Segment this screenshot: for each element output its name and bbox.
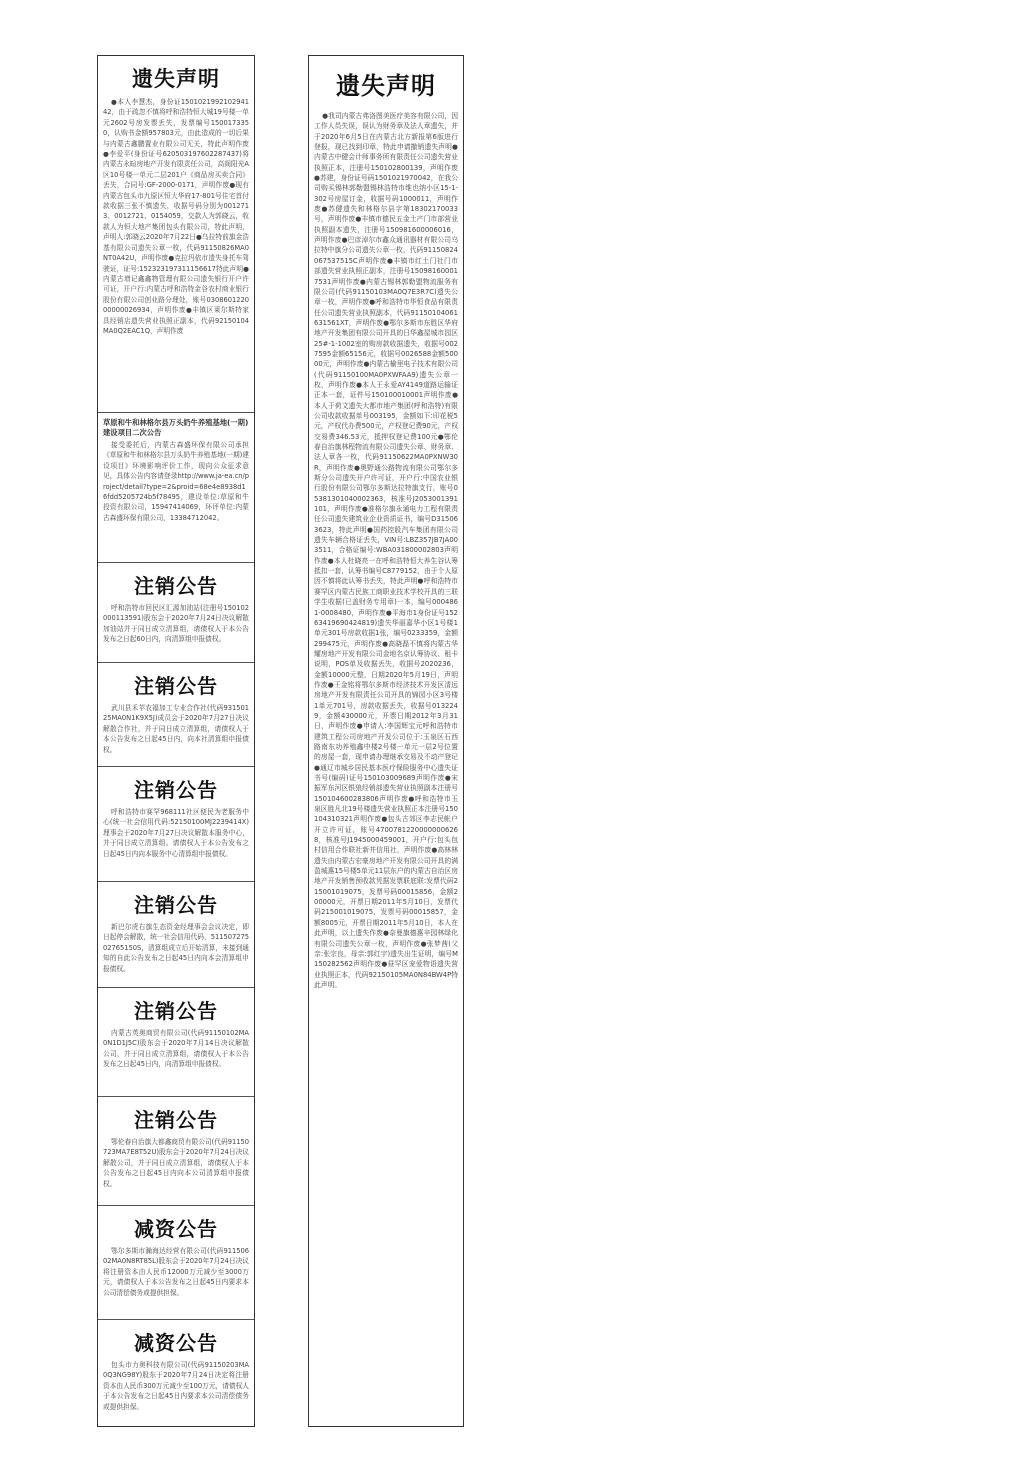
notice-title: 遗失声明	[132, 67, 220, 91]
notice-text: 鄂伦春自治旗大都鑫商贸有限公司(代码91150723MA7E8T52U)股东会于2020年7月24日决议解散公司，并于同日成立清算组，请债权人于本公告发布之日起45日内向本公司清算组申报债权。	[103, 1138, 249, 1188]
notice-text: ●我司内蒙古弗洛图美医疗美容有限公司，因工作人员失误，误认为财务章及法人章遗失，并于2020年6月5日在内蒙古北方新报第6版进行登报，现已找到印章，特此申请撤销遗失声明●内蒙古中健会计师事务所有限责任公司遗失营业执照正本，注册号150102800139，声明作废●苏建，身份证号码1501021970042，在我公司购买锡林郭勒盟锡林浩特市维也纳小区15-1-302号房屋订金，收据号码1000011，声明作废●苏健遗失和林格尔县字第18302170033号，声明作废●丰镇市德民五金土产门市部营业执照副本遗失，注册号150981600006016，声明作废●巴彦淖尔市鑫众通讯器材有限公司乌拉特中旗分公司遗失公章一枚，代码91150824067537515C声明作废●丰镇市红土门社门市部遗失营业执照正副本，注册号150981600017531声明作废●内蒙古锡林郭勒盟物流服务有限公司(代码91150103MA0Q7E3R7C)遗失公章一枚，声明作废●呼和浩特市华恒食品有限责任公司遗失营业执照副本，代码91150104061631561XT，声明作废●鄂尔多斯市东胜区华府地产开发集团有限公司开具的日华鑫屋城市园区25#-1-1002室的购房款收据遗失，收据号0027595金额65156元，收据号0026588金额50000元，声明作废●内蒙古榆里电子技术有限公司(代码91150100MA0PXWFAA9)遗失公章一枚，声明作废●本人王永爱AY4149道路运输证正本一套，证件号150100010001声明作废●本人于荷文遗失大都市地产集团(呼和浩特)有限公司收款收据单号003195，金额如下:印花税5元，产权代办费500元，产权登记费90元，产权交易费346.53元，抵押权登记费100元●鄂伦春自治旗林程物流有限公司遗失公章、财务章、法人章各一枚，代码91150622MA0PXNW30R，声明作废●奥野通公路物流有限公司鄂尔多斯分公司遗失开户许可证，开户行:中国农业银行股份有限公司鄂尔多斯达拉特旗支行，账号05381301040002363，核准号J2053001391101，声明作废●准格尔旗永通电力工程有限责任公司遗失建筑业企业资质证书，编号D315063623，特此声明●国药控股汽车集团有限公司遗失车辆合格证丢失，VIN号:LBZ357JB7JA003511，合格证编号:WBA031800002803声明作废●本人杜晓亮一在呼和浩特恒大养生谷认筹抵扣一套，认筹书编号C8779152，由于个人原因不慎将此认筹书丢失，特此声明●呼和浩特市赛罕区内蒙古民族工商职业技术学校开具的三联学生收据(已盖财务专用章)一本，编号0004861-0008480，声明作废●平海市1身份证号15263419690424819)遗失华丽嘉华小区1号楼1单元301号房款收据1张，编号0233359，金额299475元，声明作废●高晓磊不慎将内蒙古华耀房地产开发有限公司金地名京认筹协议、租卡说明，POS单及收据丢失，收据号2020236，金额10000元整，日期2020年5月19日，声明作废●王金铭将鄂尔多斯市经济技术开发区清远房地产开发有限责任公司开具的锦园小区3号楼1单元701号，房款收据丢失，收据号0132249，金额430000元，开票日期2012年3月31日，声明作废●申请人:李国辉宝元呼和浩特市建筑工程公司房地产开发公司位于:玉泉区石西路南东功养殖鑫中楼2号楼一单元一层2号位置的房屋一套，现申请办理继承交易及不动产登记●通辽市城乡居民基本医疗保险服务中心遗失证书号(编码)证号150103009689声明作废●宋振军东河区银狼经销部遗失营业执照副本注册号150104600283806声明作废●呼和浩特市玉泉区胜凡北19号楼遗失营业执照正本注册号150104310321声明作废●包头古郊区李志民帐户开立许可证，账号47007812200000006268，核准号J1945000459001，开户行:包头包村信用合作联社新井信用社，声明作废●高林林遗失由内蒙古宏豪房地产开发有限公司开具的满盈城惠15号楼5单元11层东户的内蒙古自治区房地产开发销售预收款凭据发票联底联:发票代码215001019075，发票号码00015856，金额200000元，开票日期2011年5月10日，发票代码215001019075，发票号码00015857，金额8005元，开票日期2011年5月10日，本人在此声明，以上遗失作废●奈曼旗德惠辛园林绿化有限公司遗失公章一枚，声明作废●张梦茜(父亲:张宗良，母亲:郭红宇)遗失出生证明，编号M150282562声明作废●昼罕区宠爱物语遗失营业执照正本，代码92150105MA0N84BW4P特此声明。	[314, 112, 458, 989]
notice-text: 接受委托后，内蒙古森盛环保有限公司承担《草原和牛和林格尔县万头奶牛养殖基地(一期)建设项目》环境影响评价工作，现向公众征求意见，具体公告内容请登录http://www.ja-ea.cn/project/detail?type=2&proid=68e4e8938d16fdd5205724b5f78495，建设单位:草原和牛投资有限公司，15947414069，环评单位:内蒙古森盛环保有限公司，13384712042。	[103, 441, 249, 522]
capital-reduction-block-1	[98, 1206, 254, 1320]
notice-title: 减资公告	[134, 1331, 218, 1355]
notice-text: 新巴尔虎右旗生态资金经理事会会议决定，即日起停会解散，统一社会信用代码，51150727502765150S，清算组成立后开始清算，未接到通知的自此公告发布之日起45日内向本会清算组申报债权。	[103, 923, 249, 973]
notice-title: 注销公告	[134, 893, 218, 917]
notice-text: 鄂尔多斯市瀚海达经营有限公司(代码91150602MA0N8RT85L)股东会于2020年7月24日决议将注册资本由人民币12000万元减少至3000万元，请债权人于本公告发布之日起45日内要求本公司清偿债务或提供担保。	[103, 1247, 249, 1297]
cancellation-notice-block-3	[98, 767, 254, 882]
notice-text: 呼和浩特市赛罕968111社区便民为老服务中心(统一社会信用代码:52150100MJ2239414X)理事会于2020年7月27日决议解散本服务中心，并于同日成立清算组。请债权人于本公告发布之日起45日内向本服务中心清算组申报债权。	[103, 808, 249, 858]
notice-title: 注销公告	[134, 778, 218, 802]
notice-title: 注销公告	[134, 674, 218, 698]
left-notice-column	[97, 55, 255, 1427]
notice-text: 呼和浩特市回民区汇源加油站(注册号150102000113591)股东会于2020年7月24日决议解散加油站并于同日成立清算组，请债权人于本公告发布之日起60日内，向清算组申报债权。	[103, 604, 249, 644]
notice-subtitle: 草原和牛和林格尔县万头奶牛养殖基地(一期)建设项目二次公告	[103, 418, 249, 437]
notice-title: 注销公告	[134, 999, 218, 1023]
notice-title: 减资公告	[134, 1217, 218, 1241]
notice-text: 内蒙古英奥商贸有限公司(代码91150102MA0N1D1J5C)股东会于2020年7月14日决议解散公司，并于同日成立清算组，请债权人于本公告发布之日起45日内，向清算组申报债权。	[103, 1029, 249, 1069]
notice-text: 武川县禾苹农福加工专业合作社(代码93150125MA0N1K9X5J)成员会于2020年7月27日决议解散合作社，并于同日成立清算组，请债权人于本公告发布之日起45日内，向本社清算组申报债权。	[103, 704, 249, 754]
capital-reduction-block-2	[98, 1320, 254, 1424]
cancellation-notice-block-5	[98, 988, 254, 1097]
notice-title: 遗失声明	[336, 72, 436, 100]
notice-text: 包头市力奥科技有限公司(代码91150203MA0Q3NG98Y)股东于2020年7月24日决定将注册资本由人民币300万元减少至100万元，请债权人于本公告发布之日起45日内要求本公司清偿债务或提供担保。	[103, 1361, 249, 1411]
cancellation-notice-block-2	[98, 663, 254, 767]
cancellation-notice-block-4	[98, 882, 254, 988]
cancellation-notice-block-1	[98, 563, 254, 663]
right-notice-column	[308, 55, 464, 1427]
notice-title: 注销公告	[134, 574, 218, 598]
cancellation-notice-block-6	[98, 1097, 254, 1206]
notice-text: ●本人李慧杰，身份证150102199210294142，由于疏忽不慎将呼和浩特恒大城19号楼一单元2602号房发票丢失，发票编号1500173350，认购书金额957803元，由此造成的一切后果与内蒙古鑫鹏置业有限公司无关，特此声明作废●李爱平(身份证号620503197602287437)将内蒙古永暄房地产开发有限责任公司，高阁阳光A区10号楼一单元二层201户《商品房买卖合同》丢失，合同号:GF-2000-0171，声明作废●现有内蒙古包头市九原区恒大华府17-801号住宅首付款收据三张不慎遗失，收据号码分别为0012713、0012721、0154059，交款人为郭晓云，收款人为恒大地产集团包头有限公司，特此声明，声明人:郭晓云2020年7月22日●乌拉特前旗金浩基有限公司遗失公章一枚，代码91150826MA0NT0A42U，声明作废●克拉玛依市遗失身托车驾驶证，证号:152323197311156617特此声明●内蒙古增记鑫鑫物管理有限公司遗失银行开户许可证，开户行:内蒙古呼和浩特金谷农村商业银行股份有限公司创业路分理处，账号030860122000000026934，声明作废●丰镇区莱尔斯特家具经销店遗失营业执照正副本，代码92150104MA0Q2EAC1Q，声明作废	[103, 98, 249, 335]
notice-title: 注销公告	[134, 1108, 218, 1132]
environment-notice-block	[98, 413, 254, 563]
lost-notice-block-1	[98, 56, 254, 413]
